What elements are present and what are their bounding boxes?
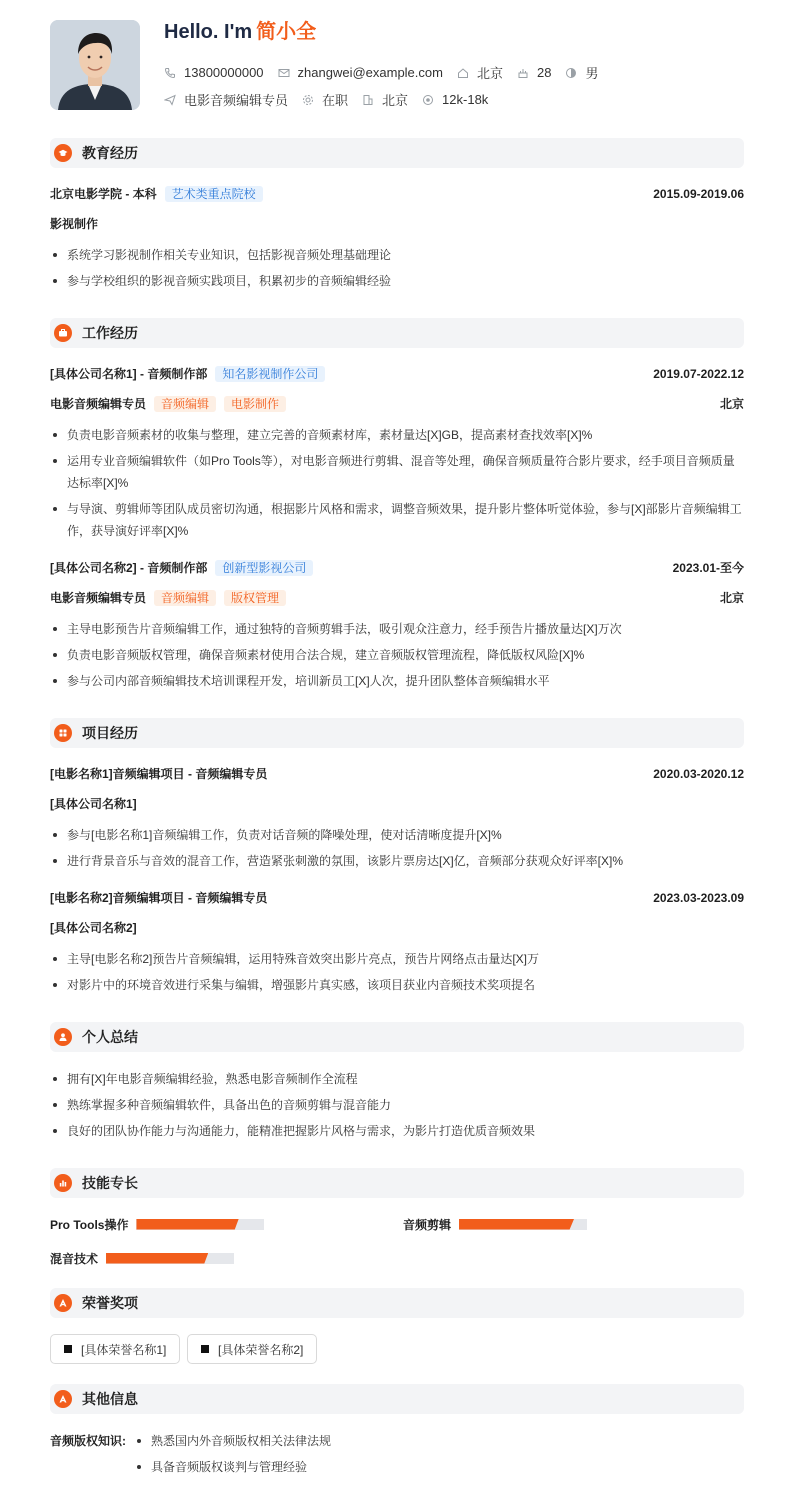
projects-section-header — [50, 718, 744, 748]
email-icon — [278, 67, 290, 79]
target-position-item — [164, 90, 288, 109]
award-name: [具体荣誉名称2] — [218, 1342, 304, 1357]
email-item — [278, 65, 443, 80]
coin-icon — [422, 94, 434, 106]
phone-icon — [164, 67, 176, 79]
list-item: 负责电影音频版权管理，确保音频素材使用合法合规，建立音频版权管理流程，降低版权风险[X]% — [50, 644, 744, 666]
summary-title: 个人总结 — [82, 1029, 138, 1045]
building-icon — [362, 94, 374, 106]
skill-item — [403, 1216, 587, 1232]
award-chip — [50, 1334, 180, 1364]
job-2-role-tag: 版权管理 — [224, 590, 286, 606]
gender-text: 男 — [585, 66, 599, 81]
list-item: 良好的团队协作能力与沟通能力，能精准把握影片风格与需求，为影片打造优质音频效果 — [50, 1120, 744, 1142]
awards-title: 荣誉奖项 — [82, 1295, 138, 1311]
major-name: 影视制作 — [50, 217, 99, 231]
work-title: 工作经历 — [82, 325, 138, 341]
salary-text: 12k-18k — [442, 92, 489, 107]
job-1-header — [50, 365, 744, 383]
project-2-date: 2023.03-2023.09 — [653, 891, 744, 905]
hometown-text: 北京 — [476, 66, 503, 81]
job-2-company: [具体公司名称2] - 音频制作部 — [50, 561, 208, 575]
job-2-date: 2023.01-至今 — [672, 561, 744, 575]
list-item: 熟悉国内外音频版权相关法律法规 — [134, 1430, 744, 1452]
gender-item — [565, 63, 598, 82]
other-title: 其他信息 — [82, 1391, 138, 1407]
cake-icon — [517, 67, 529, 79]
job-1-city: 北京 — [719, 397, 744, 411]
skill-item — [50, 1250, 234, 1266]
project-1-company: [具体公司名称1] — [50, 797, 137, 811]
project-1-header — [50, 765, 744, 783]
project-1-date: 2020.03-2020.12 — [653, 767, 744, 781]
list-item: 主导[电影名称2]预告片音频编辑，运用特殊音效突出影片亮点，预告片网络点击量达[X]万 — [50, 948, 744, 970]
education-section-header — [50, 138, 744, 168]
send-icon — [164, 94, 176, 106]
gender-icon — [565, 67, 577, 79]
list-item: 与导演、剪辑师等团队成员密切沟通，根据影片风格和需求，调整音频效果，提升影片整体听觉体验，参与[X]部影片音频编辑工作，获导演好评率[X]% — [50, 498, 744, 542]
phone-text: 13800000000 — [184, 65, 264, 80]
award-chip — [187, 1334, 317, 1364]
job-1-role: 电影音频编辑专员 — [50, 397, 147, 411]
projects-title: 项目经历 — [82, 725, 138, 741]
home-icon — [457, 67, 469, 79]
school-tag: 艺术类重点院校 — [165, 186, 263, 202]
target-city-text: 北京 — [382, 93, 409, 108]
job-2-role-row — [50, 589, 744, 607]
project-2-company: [具体公司名称2] — [50, 921, 137, 935]
gear-icon — [302, 94, 314, 106]
list-item: 参与学校组织的影视音频实践项目，积累初步的音频编辑经验 — [50, 270, 744, 292]
skill-name: Pro Tools操作 — [50, 1217, 129, 1232]
job-1-role-row — [50, 395, 744, 413]
list-item: 参与[电影名称1]音频编辑工作，负责对话音频的降噪处理，使对话清晰度提升[X]% — [50, 824, 744, 846]
avatar — [50, 20, 140, 110]
other-section-header — [50, 1384, 744, 1414]
status-text: 在职 — [322, 93, 349, 108]
skill-level-bar — [136, 1219, 264, 1230]
list-item: 主导电影预告片音频编辑工作，通过独特的音频剪辑手法，吸引观众注意力，经手预告片播放量达[X]万次 — [50, 618, 744, 640]
profile-header — [50, 20, 744, 110]
target-position-text: 电影音频编辑专员 — [184, 93, 289, 108]
skill-level-bar — [106, 1253, 234, 1264]
skill-name: 混音技术 — [50, 1251, 99, 1266]
job-2-role: 电影音频编辑专员 — [50, 591, 147, 605]
status-item — [302, 90, 348, 109]
job-intent-row — [164, 90, 502, 109]
list-item: 运用专业音频编辑软件（如Pro Tools等），对电影音频进行剪辑、混音等处理，确保音频质量符合影片要求，经手项目音频质量达标率[X]% — [50, 450, 744, 494]
bar-chart-icon — [54, 1174, 72, 1192]
list-item: 对影片中的环境音效进行采集与编辑，增强影片真实感，该项目获业内音频技术奖项提名 — [50, 974, 744, 996]
awards-section-header — [50, 1288, 744, 1318]
grid-icon — [54, 724, 72, 742]
skill-level-fill — [106, 1253, 208, 1264]
list-item: 系统学习影视制作相关专业知识，包括影视音频处理基础理论 — [50, 244, 744, 266]
briefcase-icon — [54, 324, 72, 342]
age-text: 28 — [536, 65, 552, 80]
summary-section-header — [50, 1022, 744, 1052]
job-2-company-tag: 创新型影视公司 — [215, 560, 313, 576]
award-name: [具体荣誉名称1] — [81, 1342, 167, 1357]
project-2-name: [电影名称2]音频编辑项目 - 音频编辑专员 — [50, 891, 268, 905]
list-item: 参与公司内部音频编辑技术培训课程开发，培训新员工[X]人次，提升团队整体音频编辑水平 — [50, 670, 744, 692]
user-icon — [54, 1028, 72, 1046]
info-icon — [54, 1390, 72, 1408]
school-name: 北京电影学院 - 本科 — [50, 187, 157, 201]
education-title: 教育经历 — [82, 145, 138, 161]
square-icon — [64, 1345, 72, 1353]
greeting-text: Hello. I'm — [164, 21, 253, 43]
skill-level-bar — [459, 1219, 587, 1230]
greeting-heading — [164, 20, 316, 44]
work-section-header — [50, 318, 744, 348]
job-2-header — [50, 559, 744, 577]
job-1-role-tag: 电影制作 — [224, 396, 286, 412]
list-item: 进行背景音乐与音效的混音工作，营造紧张刺激的氛围，该影片票房达[X]亿，音频部分获观众好评率[X]% — [50, 850, 744, 872]
skill-name: 音频剪辑 — [403, 1217, 452, 1232]
skills-title: 技能专长 — [82, 1175, 138, 1191]
list-item: 具备音频版权谈判与管理经验 — [134, 1456, 744, 1478]
job-2-city: 北京 — [719, 591, 744, 605]
graduation-cap-icon — [54, 144, 72, 162]
hometown-item — [457, 63, 503, 82]
skill-item — [50, 1216, 264, 1232]
candidate-name: 简小全 — [256, 21, 317, 43]
job-1-company: [具体公司名称1] - 音频制作部 — [50, 367, 208, 381]
skill-level-fill — [459, 1219, 574, 1230]
target-city-item — [362, 90, 408, 109]
job-1-role-tag: 音频编辑 — [154, 396, 216, 412]
salary-item — [422, 92, 488, 107]
job-1-date: 2019.07-2022.12 — [653, 367, 744, 381]
list-item: 熟练掌握多种音频编辑软件，具备出色的音频剪辑与混音能力 — [50, 1094, 744, 1116]
age-item — [517, 65, 551, 80]
list-item: 负责电影音频素材的收集与整理，建立完善的音频素材库，素材量达[X]GB，提高素材查找效率[X]% — [50, 424, 744, 446]
other-label: 音频版权知识: — [50, 1434, 126, 1448]
square-icon — [201, 1345, 209, 1353]
skill-level-fill — [136, 1219, 238, 1230]
education-entry-header — [50, 185, 744, 203]
award-icon — [54, 1294, 72, 1312]
phone-item — [164, 65, 264, 80]
job-1-company-tag: 知名影视制作公司 — [215, 366, 325, 382]
list-item: 拥有[X]年电影音频编辑经验，熟悉电影音频制作全流程 — [50, 1068, 744, 1090]
avatar-photo — [50, 20, 140, 110]
project-1-name: [电影名称1]音频编辑项目 - 音频编辑专员 — [50, 767, 268, 781]
job-2-role-tag: 音频编辑 — [154, 590, 216, 606]
skills-section-header — [50, 1168, 744, 1198]
contact-row — [164, 63, 612, 82]
project-2-header — [50, 889, 744, 907]
email-text: zhangwei@example.com — [297, 65, 443, 80]
education-date: 2015.09-2019.06 — [653, 187, 744, 201]
